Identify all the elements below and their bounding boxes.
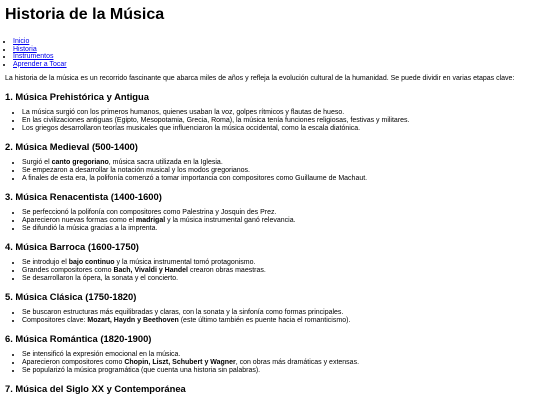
list-item: [22, 109, 535, 117]
text-run: , música sacra utilizada en la Iglesia.: [108, 158, 223, 166]
section-list: [5, 109, 535, 133]
section-heading: 5. Música Clásica (1750-1820): [5, 290, 137, 302]
list-item: [22, 275, 535, 283]
text-run: La música surgió con los primeros humanos, quienes usaban la voz, golpes rítmicos y flautas de hueso.: [22, 108, 345, 116]
text-run: y la música instrumental tomó protagonismo.: [114, 258, 256, 266]
section-heading: 3. Música Renacentista (1400-1600): [5, 190, 162, 202]
list-item: [22, 259, 535, 267]
nav-item-instrumentos: [13, 53, 535, 61]
text-run: Se difundió la música gracias a la imprenta.: [22, 224, 158, 232]
list-item: [22, 309, 535, 317]
list-item: [22, 359, 535, 367]
text-run: crearon obras maestras.: [188, 266, 266, 274]
text-run: y la música instrumental ganó relevancia.: [165, 216, 296, 224]
list-item: [22, 225, 535, 233]
section-list: [5, 351, 535, 375]
list-item: [22, 317, 535, 325]
sections: [5, 91, 535, 394]
nav-menu: [5, 38, 535, 68]
list-item: [22, 117, 535, 125]
nav-link-historia[interactable]: Historia: [13, 45, 37, 53]
nav-item-inicio: [13, 38, 535, 46]
list-item: [22, 217, 535, 225]
text-run: Se introdujo el: [22, 258, 69, 266]
text-run: Aparecieron nuevas formas como el: [22, 216, 136, 224]
text-run: Se popularizó la música programática (que cuenta una historia sin palabras).: [22, 366, 261, 374]
nav-link-aprender-a-tocar[interactable]: Aprender a Tocar: [13, 60, 67, 68]
list-item: [22, 167, 535, 175]
list-item: [22, 267, 535, 275]
bold-text: madrigal: [136, 216, 166, 224]
section-heading: 6. Música Romántica (1820-1900): [5, 332, 152, 344]
section-heading: 7. Música del Siglo XX y Contemporánea: [5, 382, 186, 394]
list-item: [22, 209, 535, 217]
text-run: Se empezaron a desarrollar la notación musical y los modos gregorianos.: [22, 166, 251, 174]
section-list: [5, 309, 535, 325]
page-title: Historia de la Música: [5, 6, 165, 23]
text-run: Aparecieron compositores como: [22, 358, 125, 366]
text-run: Se intensificó la expresión emocional en la música.: [22, 350, 181, 358]
text-run: Compositores clave:: [22, 316, 88, 324]
bold-text: Bach, Vivaldi y Handel: [113, 266, 189, 274]
section-list: [5, 209, 535, 233]
section-heading: 1. Música Prehistórica y Antigua: [5, 90, 149, 102]
text-run: Se perfeccionó la polifonía con compositores como Palestrina y Josquin des Prez.: [22, 208, 277, 216]
list-item: [22, 175, 535, 183]
nav-item-historia: [13, 46, 535, 54]
text-run: (este último también es puente hacia el romanticismo).: [178, 316, 351, 324]
bold-text: bajo continuo: [68, 258, 115, 266]
text-run: , con obras más dramáticas y extensas.: [235, 358, 360, 366]
list-item: [22, 125, 535, 133]
text-run: Se desarrollaron la ópera, la sonata y el concierto.: [22, 274, 179, 282]
nav-link-inicio[interactable]: Inicio: [13, 38, 30, 45]
text-run: Grandes compositores como: [22, 266, 114, 274]
text-run: Los griegos desarrollaron teorías musicales que influenciaron la música occidental, como la escala diatónica.: [22, 124, 361, 132]
section-heading: 4. Música Barroca (1600-1750): [5, 240, 139, 252]
section-list: [5, 259, 535, 283]
text-run: En las civilizaciones antiguas (Egipto, Mesopotamia, Grecia, Roma), la música tenía funciones religiosas, festivas y militares.: [22, 116, 410, 124]
section-heading: 2. Música Medieval (500-1400): [5, 140, 138, 152]
bold-text: canto gregoriano: [51, 158, 109, 166]
list-item: [22, 159, 535, 167]
list-item: [22, 351, 535, 359]
nav-link-instrumentos[interactable]: Instrumentos: [13, 53, 54, 61]
nav-item-aprender: [13, 61, 535, 69]
text-run: A finales de esta era, la polifonía comenzó a tomar importancia con compositores como Guillaume de Machaut.: [22, 174, 368, 182]
text-run: Surgió el: [22, 158, 52, 166]
section-list: [5, 159, 535, 183]
bold-text: Chopin, Liszt, Schubert y Wagner: [124, 358, 236, 366]
intro-paragraph: La historia de la música es un recorrido fascinante que abarca miles de años y refleja la evolución cultural de la humanidad. Se puede dividir en varias etapas clave:: [5, 75, 515, 83]
bold-text: Mozart, Haydn y Beethoven: [87, 316, 179, 324]
text-run: Se buscaron estructuras más equilibradas y claras, con la sonata y la sinfonía como formas principales.: [22, 308, 344, 316]
list-item: [22, 367, 535, 375]
